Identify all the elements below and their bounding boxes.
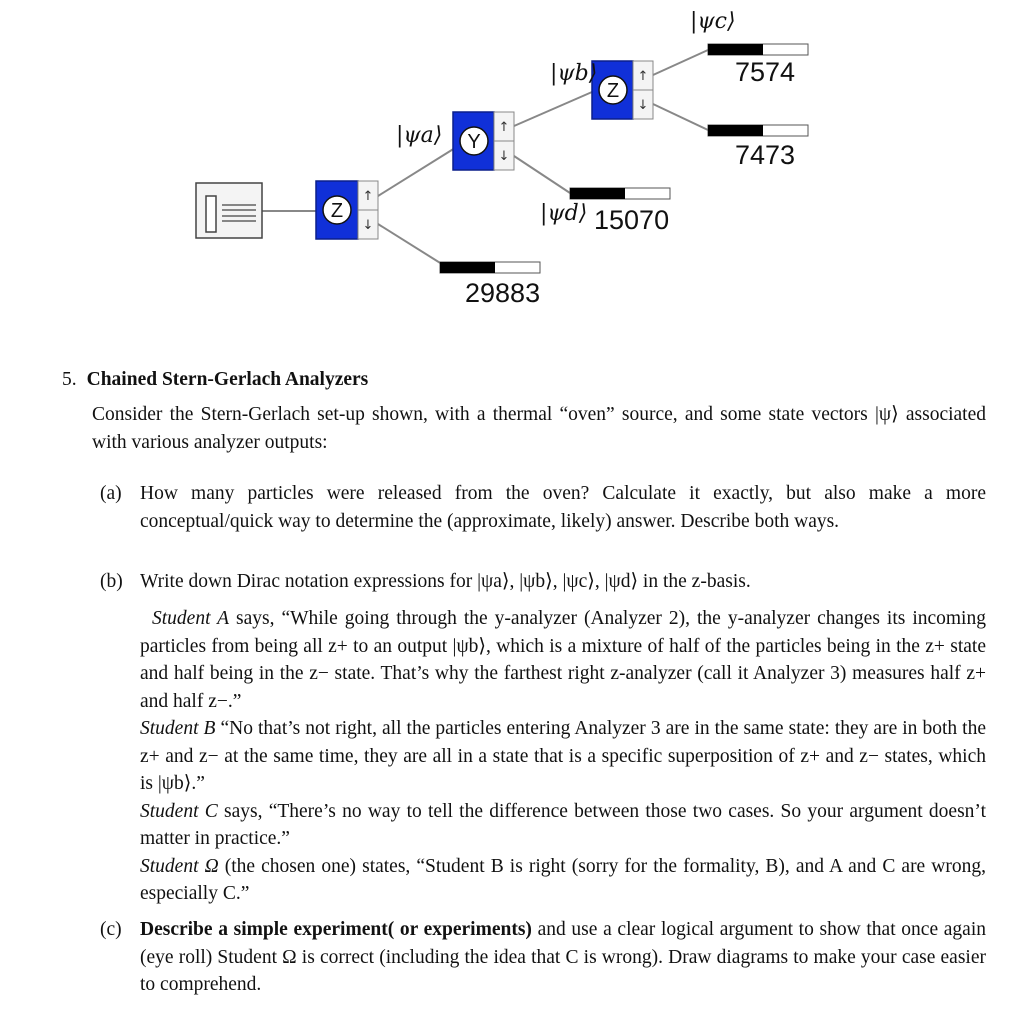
counter-d-bar-fill xyxy=(570,188,625,199)
question-title: Chained Stern-Gerlach Analyzers xyxy=(86,369,369,390)
down-arrow-icon: ↓ xyxy=(637,98,649,113)
student-b-text: “No that’s not right, all the particles entering Analyzer 3 are in the same state: they are in both the z+ and z− at the same time, they are all in a state that is a specific superposition of z+ and z− states, which is |ψb⟩.” xyxy=(140,718,987,794)
state-label-psi-a: |ψa⟩ xyxy=(396,123,443,148)
part-c-text xyxy=(140,916,986,999)
up-arrow-icon: ↑ xyxy=(362,189,374,204)
question-heading xyxy=(62,366,368,394)
down-arrow-icon: ↓ xyxy=(362,218,374,233)
state-label-psi-b: |ψb⟩ xyxy=(550,61,598,86)
student-omega-statement xyxy=(140,853,986,908)
part-c-rest: and use a clear logical argument to show that once again (eye roll) Student Ω is correct (including the idea that C is wrong). Draw diagrams to make your case easier to comprehend. xyxy=(140,919,987,995)
counter-3-down xyxy=(708,125,808,170)
part-b xyxy=(100,568,986,596)
student-a-name: Student A xyxy=(152,608,230,629)
state-label-psi-d: |ψd⟩ xyxy=(540,201,588,226)
question-intro: Consider the Stern-Gerlach set-up shown, with a thermal “oven” source, and some state vectors |ψ⟩ associated with various analyzer outputs: xyxy=(92,404,986,453)
up-arrow-icon: ↑ xyxy=(637,69,649,84)
part-a-label: (a) xyxy=(100,483,122,504)
student-omega-name: Student Ω xyxy=(140,855,219,877)
analyzer-1-axis: Z xyxy=(330,200,344,222)
part-b-label: (b) xyxy=(100,571,123,592)
part-c xyxy=(100,916,986,999)
counter-1-down xyxy=(440,262,540,308)
counter-3-down-value: 7473 xyxy=(735,140,796,170)
counter-3-down-bar-fill xyxy=(708,125,763,136)
student-statements xyxy=(140,605,986,908)
part-a-text: How many particles were released from the oven? Calculate it exactly, but also make a more conceptual/quick way to determine the (approximate, likely) answer. Describe both ways. xyxy=(140,483,986,532)
student-c-statement xyxy=(140,798,986,853)
counter-1-down-value: 29883 xyxy=(465,278,541,308)
student-a-text: says, “While going through the y-analyzer (Analyzer 2), the y-analyzer changes its incoming particles from being all z+ to an output |ψb⟩, which is a mixture of half of the particles being in the z+ state and half being in the z− state. That’s why the farthest right z-analyzer (call it Analyzer 3) measures half z+ and half z−.” xyxy=(140,608,986,712)
student-omega-text: (the chosen one) states, “Student B is right (sorry for the formality, B), and A and C are wrong, especially C.” xyxy=(140,855,986,904)
counter-c-bar-fill xyxy=(708,44,763,55)
stern-gerlach-diagram xyxy=(0,0,1024,340)
state-label-psi-c: |ψc⟩ xyxy=(690,9,736,34)
student-b-statement xyxy=(140,715,986,798)
student-c-name: Student C xyxy=(140,800,218,822)
student-c-text: says, “There’s no way to tell the difference between those two cases. So your argument doesn’t matter in practice.” xyxy=(140,800,986,849)
analyzer-1 xyxy=(316,181,378,239)
analyzer-3-axis: Z xyxy=(606,80,620,102)
counter-1-down-bar-fill xyxy=(440,262,495,273)
counter-c-value: 7574 xyxy=(735,57,796,87)
part-c-label: (c) xyxy=(100,919,122,940)
student-a-statement xyxy=(140,605,986,715)
oven-icon xyxy=(196,183,262,238)
part-b-text: Write down Dirac notation expressions for |ψa⟩, |ψb⟩, |ψc⟩, |ψd⟩ in the z-basis. xyxy=(140,571,751,592)
student-b-name: Student B xyxy=(140,718,216,739)
up-arrow-icon: ↑ xyxy=(498,120,510,135)
analyzer-3 xyxy=(592,61,653,119)
counter-d-value: 15070 xyxy=(594,205,670,235)
part-c-bold: Describe a simple experiment( or experiments) xyxy=(140,919,532,940)
part-a xyxy=(100,480,986,535)
counter-c xyxy=(708,44,808,87)
down-arrow-icon: ↓ xyxy=(498,149,510,164)
analyzer-2-axis: Y xyxy=(467,131,481,153)
analyzer-2 xyxy=(453,112,514,170)
question-number: 5. xyxy=(62,369,77,390)
